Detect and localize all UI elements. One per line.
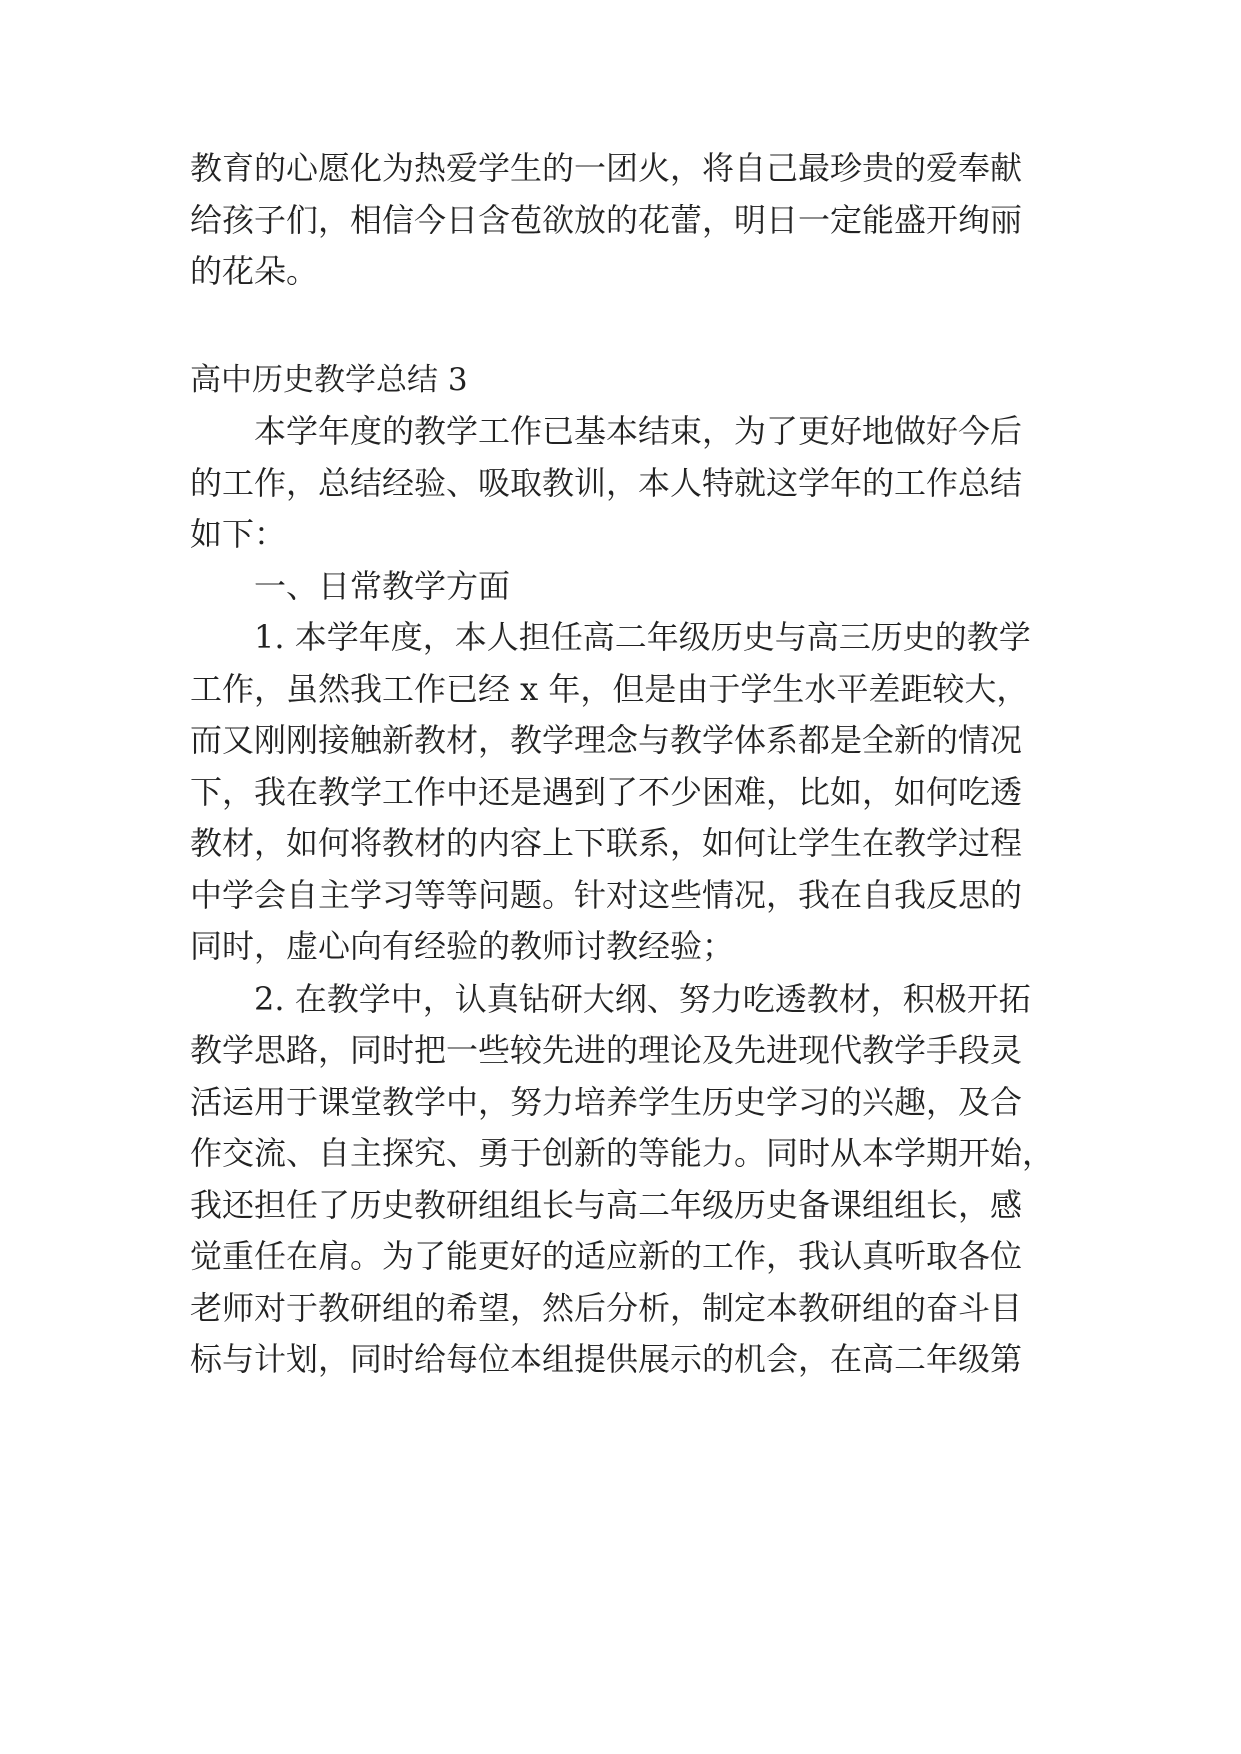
para1-line-2: 的工作，总结经验、吸取教训，本人特就这学年的工作总结 — [190, 464, 1023, 502]
item2-line-5: 我还担任了历史教研组组长与高二年级历史备课组组长，感 — [190, 1186, 1023, 1224]
item2-line-6: 觉重任在肩。为了能更好的适应新的工作，我认真听取各位 — [190, 1237, 1023, 1275]
intro-line-2: 给孩子们，相信今日含苞欲放的花蕾，明日一定能盛开绚丽 — [190, 201, 1023, 239]
intro-line-3: 的花朵。 — [190, 252, 319, 290]
section-title: 高中历史教学总结 3 — [190, 362, 468, 398]
item2-line-2: 教学思路，同时把一些较先进的理论及先进现代教学手段灵 — [190, 1031, 1023, 1069]
item1-line-4: 下，我在教学工作中还是遇到了不少困难，比如，如何吃透 — [190, 773, 1023, 811]
item1-line-7: 同时，虚心向有经验的教师讨教经验； — [190, 927, 735, 965]
para1-line-1: 本学年度的教学工作已基本结束，为了更好地做好今后 — [254, 412, 1023, 450]
para1-line-3: 如下： — [190, 515, 287, 553]
item1-line-3: 而又刚刚接触新教材，教学理念与教学体系都是全新的情况 — [190, 721, 1023, 759]
item2-line-8: 标与计划，同时给每位本组提供展示的机会，在高二年级第 — [190, 1340, 1023, 1378]
item1-line-6: 中学会自主学习等等问题。针对这些情况，我在自我反思的 — [190, 876, 1023, 914]
item2-line-4: 作交流、自主探究、勇于创新的等能力。同时从本学期开始， — [190, 1134, 1055, 1172]
item2-line-1: 2. 在教学中，认真钻研大纲、努力吃透教材，积极开拓 — [254, 980, 1031, 1018]
item1-line-5: 教材，如何将教材的内容上下联系，如何让学生在教学过程 — [190, 824, 1023, 862]
subheading: 一、日常教学方面 — [254, 567, 511, 605]
item1-line-2: 工作，虽然我工作已经 x 年，但是由于学生水平差距较大， — [190, 670, 1029, 708]
item2-line-7: 老师对于教研组的希望，然后分析，制定本教研组的奋斗目 — [190, 1289, 1023, 1327]
intro-line-1: 教育的心愿化为热爱学生的一团火，将自己最珍贵的爱奉献 — [190, 149, 1023, 187]
item2-line-3: 活运用于课堂教学中，努力培养学生历史学习的兴趣，及合 — [190, 1083, 1023, 1121]
item1-line-1: 1. 本学年度，本人担任高二年级历史与高三历史的教学 — [254, 618, 1031, 656]
